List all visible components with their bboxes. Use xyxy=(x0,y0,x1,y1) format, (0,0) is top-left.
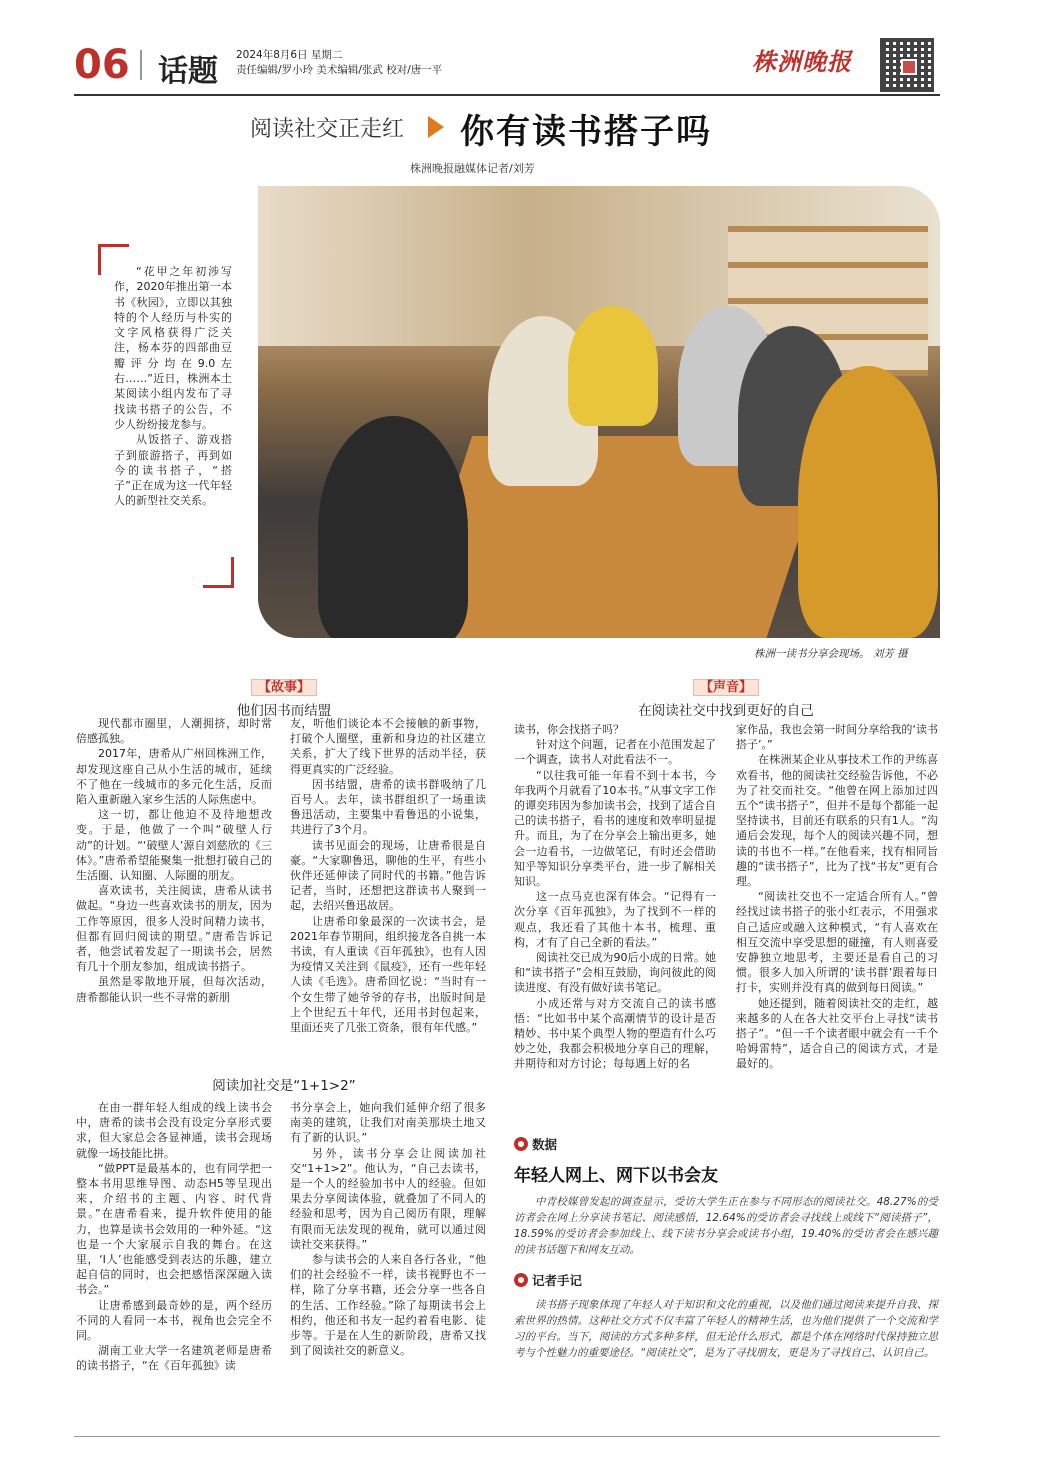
paragraph: 在由一群年轻人组成的线上读书会中，唐希的读书会没有设定分享形式要求，但大家总会各显神通，读书会现场就像一场技能比拼。 xyxy=(76,1101,272,1160)
paragraph: “做PPT是最基本的，也有同学把一整本书用思维导图、动态H5等呈现出来，介绍书的主题、内容、时代背景。”在唐希看来，提升软件使用的能力，也算是读书会效用的一种外延。“这也是一个大家展示自我的舞台。在这里，‘I人’也能感受到表达的乐趣，建立起自信的同时，也会把感悟深深融入读书会。” xyxy=(76,1161,272,1297)
paragraph: 虽然是零散地开展，但每次活动，唐希都能认识一些不寻常的新朋 xyxy=(76,975,272,1004)
story-subhead: 他们因书而结盟 xyxy=(236,703,332,719)
data-text: 中青校媒曾发起的调查显示，受访大学生正在参与不同形态的阅读社交。48.27%的受访者会在网上分享读书笔记、阅读感悟，12.64%的受访者会寻找线上或线下“阅读搭子”，18.59%的受访者会参加线上、线下读书分享会或读书小组，19.40%的受访者会在感兴趣的读书话题下和网友互动。 xyxy=(514,1196,938,1256)
photo-caption: 株洲一读书分享会现场。 刘芳 摄 xyxy=(754,648,908,660)
paragraph: 现代都市圈里，人潮拥挤，却时常倍感孤独。 xyxy=(76,717,272,746)
newspaper-logo: 株洲晚报 xyxy=(752,47,852,76)
story-column-1 xyxy=(76,716,272,1005)
data-box xyxy=(514,1134,938,1258)
paragraph: 这一点马克也深有体会。“记得有一次分享《百年孤独》，为了找到不一样的观点，我还看了其他十本书，梳理、重构，才有了自己全新的看法。” xyxy=(514,890,716,949)
date-line: 2024年8月6日 星期二 xyxy=(236,49,343,61)
notes-label: 记者手记 xyxy=(532,1273,583,1288)
headline-title: 你有读书搭子吗 xyxy=(460,112,712,152)
voice-column-1 xyxy=(514,722,716,1072)
paragraph: 2017年，唐希从广州回株洲工作，却发现这座自己从小生活的城市，延续不了他在一线城市的多元化生活，反而陷入重新融入家乡生活的人际焦虑中。 xyxy=(76,747,272,807)
story-column-3 xyxy=(76,1100,272,1374)
page-number: 06 xyxy=(74,42,130,88)
paragraph: “阅读社交也不一定适合所有人。”曾经找过读书搭子的张小红表示，不用强求自己适应或融入这种模式，“有人喜欢在相互交流中享受思想的碰撞，有人则喜爱安静独立地思考，主要还是看自己的习惯。很多人加入所谓的‘读书群’跟着每日打卡，实则并没有真的做到每日阅读。” xyxy=(736,890,938,995)
paragraph: 参与读书会的人来自各行各业，“他们的社会经验不一样，读书视野也不一样，除了分享书籍，还会分享一些各自的生活、工作经验。”除了每期读书会上相约，他还和书友一起约着看电影、徒步等。于是在人生的新阶段，唐希又找到了阅读社交的新意义。 xyxy=(290,1253,486,1358)
paragraph: 她还提到，随着阅读社交的走红，越来越多的人在各大社交平台上寻找“读书搭子”。“但一千个读者眼中就会有一千个哈姆雷特”，适合自己的阅读方式，才是最好的。 xyxy=(736,996,938,1071)
data-label-row xyxy=(514,1134,938,1153)
circle-bullet-icon xyxy=(514,1273,528,1287)
event-photo xyxy=(258,186,940,638)
intro-text xyxy=(114,264,232,509)
paragraph: 针对这个问题，记者在小范围发起了一个调查，读书人对此看法不一。 xyxy=(514,738,716,767)
paragraph: 让唐希印象最深的一次读书会，是2021年春节期间，组织接龙各自挑一本书读，有人重读《百年孤独》，也有人因为疫情又关注到《鼠疫》，还有一些年轻人读《毛选》。唐希回忆说：“当时有一个女生带了她爷爷的存书，出版时间是上个世纪五十年代，还用书封包起来，里面还夹了几张工资条，很有年代感。” xyxy=(290,914,486,1035)
paragraph: 家作品，我也会第一时间分享给我的‘读书搭子’。” xyxy=(736,723,938,752)
voice-tag: 【声音】 xyxy=(693,679,759,696)
intro-box xyxy=(98,244,234,588)
paragraph: 这一切，都让他迫不及待地想改变。于是，他做了一个叫“破壁人行动”的计划。“‘破壁人’源自刘慈欣的《三体》。”唐希希望能聚集一批想打破自己的生活圈、认知圈、人际圈的朋友。 xyxy=(76,808,272,883)
story-column-4 xyxy=(290,1100,486,1358)
notes-box xyxy=(514,1270,938,1361)
paragraph: “以往我可能一年看不到十本书，今年我两个月就看了10本书。”从事文字工作的谭奕玮因为参加读书会，找到了适合自己的读书搭子，看书的速度和效率明显提升。而且，为了在分享会上输出更多，她会一边看书，一边做笔记，有时还会借助知乎等知识分享类平台，进一步了解相关知识。 xyxy=(514,768,716,889)
paragraph: 读书，你会找搭子吗？ xyxy=(514,723,624,736)
notes-text: 读书搭子现象体现了年轻人对于知识和文化的重视，以及他们通过阅读来提升自我、探索世界的热情。这种社交方式不仅丰富了年轻人的精神生活，也为他们提供了一个交流和学习的平台。当下，阅读的方式多种多样，但无论什么形式，都是个体在网络时代保持独立思考与个性魅力的重要途径。“阅读社交”，是为了寻找朋友，更是为了寻找自己、认识自己。 xyxy=(514,1299,938,1359)
photo-person xyxy=(318,416,468,638)
footer-rule xyxy=(74,1436,940,1437)
paragraph: 阅读社交已成为90后小成的日常。她和“读书搭子”会相互鼓励，询问彼此的阅读进度、有没有做好读书笔记。 xyxy=(514,951,716,995)
intro-paragraph: 从饭搭子、游戏搭子到旅游搭子，再到如今的读书搭子，“搭子”正在成为这一代年轻人的新型社交关系。 xyxy=(114,433,232,508)
qr-center-mark xyxy=(901,59,917,75)
paragraph: 在株洲某企业从事技术工作的尹练喜欢看书，他的阅读社交经验告诉他，不必为了社交而社交。“他曾在网上添加过四五个“读书搭子”，但并不是每个都能一起坚持读书，目前还有联系的只有1人。“沟通后会发现，每个人的阅读兴趣不同，想读的书也不一样。”在他看来，找有相同旨趣的“读书搭子”，比为了找“书友”更有合理。 xyxy=(736,753,938,889)
data-title: 年轻人网上、网下以书会友 xyxy=(514,1166,718,1186)
section-title: 话题 xyxy=(158,54,218,89)
paragraph: 让唐希感到最奇妙的是，两个经历不同的人看同一本书，视角也会完全不同。 xyxy=(76,1298,272,1343)
paragraph: 另外，读书分享会让阅读加社交“1+1>2”。他认为，“自己去读书，是一个人的经验加书中人的经验。但如果去分享阅读体验，就叠加了不同人的经验和思考，因为自己阅历有限，理解有限而无法发现的视角，就可以通过阅读社交来获得。” xyxy=(290,1146,486,1251)
circle-bullet-icon xyxy=(514,1137,528,1151)
photo-person xyxy=(798,366,938,638)
data-label: 数据 xyxy=(532,1137,558,1152)
story-column-2 xyxy=(290,716,486,1035)
masthead-divider xyxy=(140,50,142,80)
voice-subhead: 在阅读社交中找到更好的自己 xyxy=(638,703,814,719)
paragraph: 友，听他们谈论本不会接触的新事物，打破个人圈壁，重新和身边的社区建立关系，扩大了线下世界的活动半径，获得更真实的广泛经验。 xyxy=(290,717,486,776)
voice-header xyxy=(512,676,940,719)
notes-label-row xyxy=(514,1270,938,1289)
byline: 株洲晚报融媒体记者/刘芳 xyxy=(410,162,535,175)
paragraph: 书分享会上，她向我们延伸介绍了很多南美的建筑，让我们对南美那块土地又有了新的认识。” xyxy=(290,1101,486,1145)
play-arrow-icon xyxy=(428,116,444,138)
paragraph: 读书见面会的现场，让唐希很是自豪。“大家聊鲁迅，聊他的生平，有些小伙伴还延伸读了同时代的书籍。”他告诉记者，当时，还想把这群读书人聚到一起，去绍兴鲁迅故居。 xyxy=(290,838,486,913)
headline-kicker: 阅读社交正走红 xyxy=(250,117,405,142)
intro-paragraph: “花甲之年初涉写作，2020年推出第一本书《秋园》，立即以其独特的个人经历与朴实的文字风格获得广泛关注，杨本芬的四部曲豆瓣评分均在9.0左右……”近日，株洲本土某阅读小组内发布了寻找读书搭子的公告，不少人纷纷接龙参与。 xyxy=(114,265,232,431)
story-header xyxy=(74,676,494,719)
corner-bracket-bottom-right xyxy=(203,557,234,588)
paragraph: 小成还常与对方交流自己的读书感悟：“比如书中某个高潮情节的设计是否精妙、书中某个典型人物的塑造有什么巧妙之处，我都会积极地分享自己的理解，并期待和对方讨论；每每遇上好的名 xyxy=(514,996,716,1071)
paragraph: 因书结盟，唐希的读书群吸纳了几百号人。去年，读书群组织了一场重读鲁迅活动，主要集中看鲁迅的小说集，共进行了3个月。 xyxy=(290,777,486,837)
paragraph: 喜欢读书，关注阅读，唐希从读书做起。“身边一些喜欢读书的朋友，因为工作等原因，很多人没时间精力读书，但都有回归阅读的期望。”唐希告诉记者，他尝试着发起了一期读书会，居然有几十个朋友参加，组成读书搭子。 xyxy=(76,884,272,974)
photo-person xyxy=(568,306,658,426)
masthead-rule xyxy=(74,94,940,96)
masthead-meta xyxy=(236,48,442,78)
paragraph: 湖南工业大学一名建筑老师是唐希的读书搭子，“在《百年孤独》读 xyxy=(76,1344,272,1373)
story-tag: 【故事】 xyxy=(251,679,317,696)
story-subhead-2: 阅读加社交是“1+1>2” xyxy=(212,1078,356,1094)
qr-code-icon[interactable] xyxy=(880,38,934,92)
voice-column-2 xyxy=(736,722,938,1072)
editors-line: 责任编辑/罗小玲 美术编辑/张武 校对/唐一平 xyxy=(236,64,443,76)
